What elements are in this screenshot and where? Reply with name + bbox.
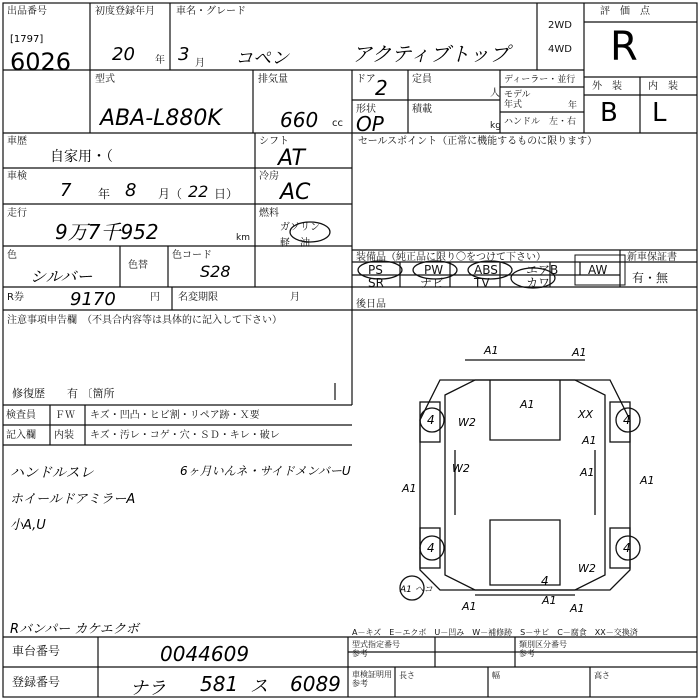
label-entry: 記入欄 — [6, 430, 36, 441]
label-history: 車歴 — [7, 136, 27, 147]
label-eval: 評 価 点 — [600, 6, 650, 17]
equip-aw: AW — [588, 263, 608, 277]
color-value: シルバー — [30, 267, 93, 286]
label-name-change: 名変期限 — [178, 292, 218, 303]
label-equipment: 装備品（純正品に限り〇をつけて下さい） — [356, 252, 546, 263]
reg-year: 20 — [112, 44, 135, 65]
damage-mark: A1 — [520, 398, 535, 411]
label-selling-points: セールスポイント（正常に機能するものに限ります） — [358, 136, 598, 147]
reg-month: 3 — [178, 44, 190, 65]
label-naiso: 内装 — [54, 430, 74, 441]
label-kg: kg — [490, 121, 501, 131]
label-name-change-month: 月 — [290, 292, 300, 303]
label-fuel: 燃料 — [259, 208, 279, 219]
label-fw-items: キズ・凹凸・ヒビ割・リペア跡・Ｘ要 — [90, 410, 260, 421]
label-height: 高さ — [594, 671, 610, 680]
label-interior: 内 装 — [648, 81, 678, 92]
label-4wd: 4WD — [548, 44, 572, 55]
label-width: 幅 — [492, 671, 500, 680]
label-capacity: 定員 — [412, 74, 432, 85]
insp-month: 8 — [125, 180, 137, 201]
doors: 2 — [375, 76, 388, 100]
label-cert: 車検証明用 参考 — [352, 670, 392, 688]
equip-pw: PW — [424, 263, 444, 277]
lot-prefix: [1797] — [10, 34, 44, 45]
model-type: ABA-L880K — [100, 106, 222, 131]
label-year-unit: 年 — [568, 101, 578, 111]
damage-mark: 4 — [427, 413, 435, 427]
label-lot-no: 出品番号 — [7, 6, 47, 17]
damage-mark: W2 — [452, 462, 470, 475]
label-inspection: 車検 — [7, 171, 27, 182]
label-insp-year: 年 — [98, 187, 111, 201]
reg-number: 6089 — [290, 672, 341, 696]
label-rear-seat: 後日品 — [356, 299, 386, 310]
label-shape: 形状 — [356, 104, 376, 115]
label-inspector: 検査員 — [6, 410, 36, 421]
label-warranty-options: 有・無 — [632, 271, 669, 285]
label-repair-history: 修復歴 有 〔箇所 — [12, 387, 115, 400]
label-shift: シフト — [259, 136, 289, 147]
label-length: 長さ — [399, 671, 415, 680]
equip-sr: SR — [368, 276, 384, 290]
label-color: 色 — [7, 250, 17, 261]
equip-airbag: エアB — [526, 263, 559, 277]
history-value: 自家用・（ — [50, 149, 113, 165]
label-new-car-warranty: 新車保証書 — [627, 252, 677, 263]
shift-value: AT — [278, 146, 305, 171]
label-insp-day: 日） — [214, 187, 239, 201]
equip-abs: ABS — [474, 263, 498, 277]
aircon-value: AC — [280, 180, 311, 205]
label-car-name: 車名・グレード — [176, 6, 246, 17]
label-type-spec-no: 型式指定番号 参考 — [352, 640, 400, 658]
equip-leather: カワ — [526, 276, 551, 290]
label-aircon: 冷房 — [259, 171, 279, 182]
label-yen: 円 — [150, 292, 160, 303]
label-displacement: 排気量 — [258, 74, 288, 85]
label-fw: ＦＷ — [55, 410, 75, 421]
label-repaint: 色替 — [128, 260, 148, 271]
damage-mark: A1 — [484, 344, 499, 357]
label-dealer: ディーラー・並行 — [504, 75, 576, 85]
equip-tv: TV — [474, 276, 490, 290]
damage-mark: A1 — [572, 346, 587, 359]
chassis-no-value: 0044609 — [160, 642, 250, 666]
damage-mark: A1 — [582, 434, 597, 447]
insp-year: 7 — [60, 180, 72, 201]
mileage-value: 9万7千952 — [55, 220, 159, 244]
label-handle: ハンドル 左・右 — [504, 117, 577, 127]
car-name: コペン — [235, 48, 289, 69]
damage-mark: W2 — [578, 562, 596, 575]
damage-mark: A1 — [570, 602, 585, 615]
note-rear-bumper: Rバンパー カケエクボ — [10, 622, 139, 637]
damage-mark: 4 — [427, 541, 435, 555]
damage-mark: A1 — [640, 474, 655, 487]
label-notes: 注意事項申告欄 （不具合内容等は具体的に記入して下さい） — [7, 315, 282, 326]
exterior-grade: B — [600, 98, 618, 128]
reg-class: 581 — [200, 672, 239, 696]
color-code-value: S28 — [200, 262, 231, 281]
note-side-member: 6ヶ月いんネ・サイドメンバーU — [180, 464, 351, 478]
label-km: km — [236, 233, 250, 243]
note-wheel: ホイールドアミラーA — [10, 492, 136, 507]
label-naiso-items: キズ・汚レ・コゲ・穴・ＳＤ・キレ・破レ — [90, 430, 280, 441]
equip-navi: ナビ — [420, 276, 445, 290]
reg-kana: ス — [250, 676, 268, 697]
label-exterior: 外 装 — [592, 81, 622, 92]
label-class-no: 類別区分番号 参考 — [519, 640, 567, 658]
equip-ps: PS — [368, 263, 383, 277]
label-reg-no: 登録番号 — [12, 675, 61, 689]
reg-region: ナラ — [130, 678, 166, 699]
interior-grade: L — [652, 98, 667, 128]
r-ken-value: 9170 — [70, 289, 116, 310]
insp-day: 22 — [188, 182, 209, 201]
label-insp-month: 月（ — [158, 187, 183, 201]
damage-mark: A1 ヘコ — [400, 585, 433, 595]
damage-mark: W2 — [458, 416, 476, 429]
damage-mark: A1 — [580, 466, 595, 479]
label-color-code: 色コード — [172, 250, 212, 261]
label-2wd: 2WD — [548, 20, 572, 31]
grade: アクティブトップ — [352, 42, 510, 66]
label-model-year: モデル 年式 — [504, 90, 531, 110]
lot-number: 6026 — [10, 48, 72, 76]
label-mileage: 走行 — [7, 208, 27, 219]
damage-mark: 4 — [623, 413, 631, 427]
label-reg-year-unit: 年 — [155, 55, 165, 66]
label-chassis-no: 車台番号 — [12, 644, 61, 658]
label-cc: cc — [332, 118, 343, 129]
displacement: 660 — [280, 108, 319, 132]
damage-mark: A1 — [462, 600, 477, 613]
damage-mark: 4 — [541, 574, 549, 588]
note-small: 小A,U — [10, 518, 46, 533]
label-first-reg: 初度登録年月 — [95, 6, 155, 17]
shape: OP — [356, 112, 384, 136]
label-legend: A－キズ E－エクボ U－凹み W－補修跡 S－サビ C－腐食 XX－交換済 — [352, 628, 638, 637]
label-fuel-options: ガソリン 軽 油 — [280, 222, 320, 249]
damage-mark: A1 — [542, 594, 557, 607]
label-reg-month-unit: 月 — [195, 58, 205, 69]
damage-mark: XX — [578, 408, 594, 421]
eval-score: R — [610, 24, 638, 70]
damage-mark: 4 — [623, 541, 631, 555]
note-handle: ハンドルスレ — [10, 465, 94, 481]
damage-mark: A1 — [402, 482, 417, 495]
label-r-ken: R券 — [7, 292, 24, 303]
label-doors: ドア — [356, 74, 376, 85]
label-person: 人 — [490, 88, 500, 99]
label-model-type: 型式 — [95, 74, 115, 85]
label-load: 積載 — [412, 104, 432, 115]
